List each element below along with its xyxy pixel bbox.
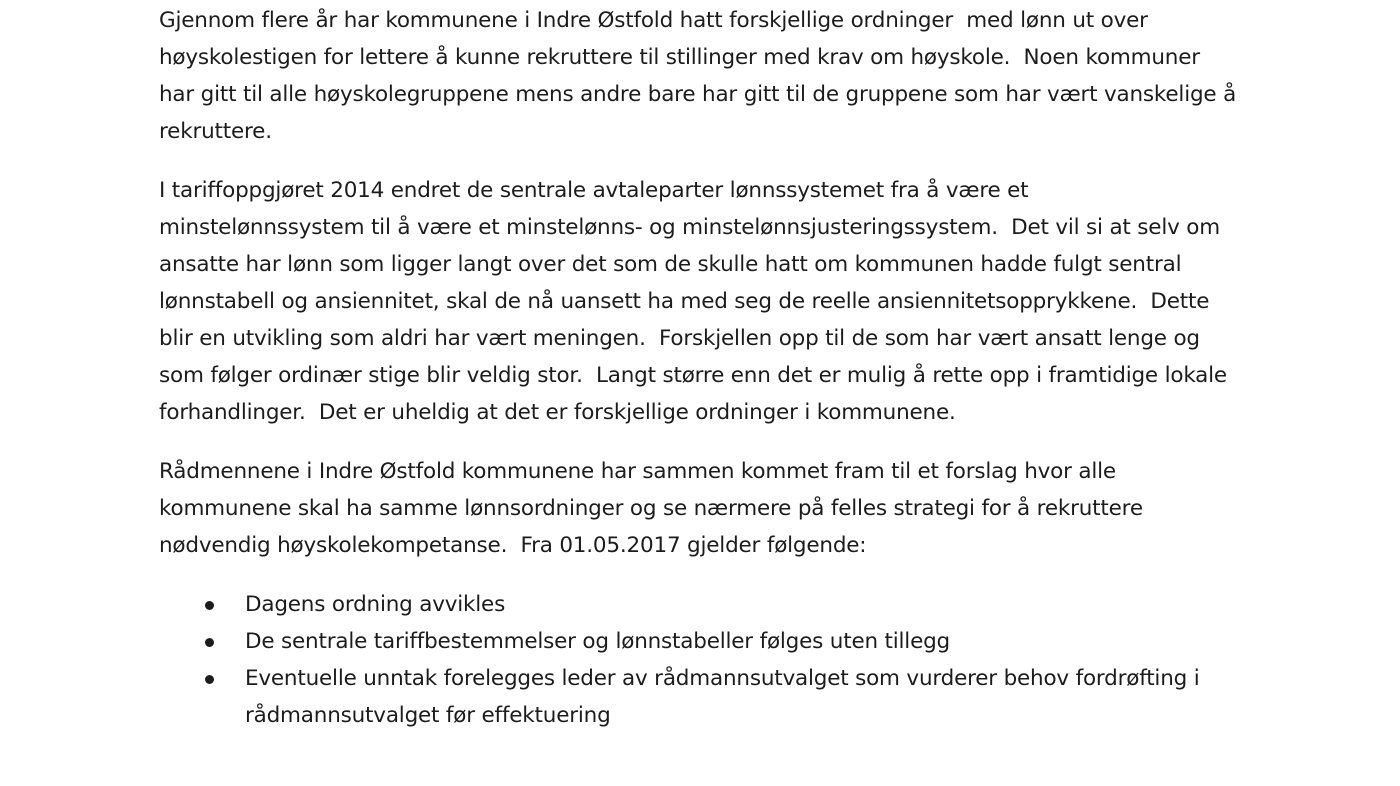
text-line: høyskolestigen for lettere å kunne rekruttere til stillinger med krav om høyskole. Noen kommuner [159,45,1200,70]
bullet-list [159,586,1249,734]
text-line: lønnstabell og ansiennitet, skal de nå uansett ha med seg de reelle ansiennitetsopprykkene. Dette [159,289,1210,314]
paragraph-radmenn-proposal [159,453,1249,564]
bullet-icon [205,638,214,647]
bullet-icon [205,601,214,610]
text-line: har gitt til alle høyskolegruppene mens andre bare har gitt til de gruppene som har vært vanskelige å [159,82,1237,107]
text-line: I tariffoppgjøret 2014 endret de sentrale avtaleparter lønnssystemet fra å være et [159,178,1029,203]
list-item-text: rådmannsutvalget før effektuering [245,703,611,728]
bullet-icon [205,675,214,684]
list-item [159,586,1249,623]
list-item-text: Eventuelle unntak forelegges leder av rådmannsutvalget som vurderer behov fordrøfting i [245,666,1200,691]
text-line: blir en utvikling som aldri har vært meningen. Forskjellen opp til de som har vært ansatt lenge og [159,326,1200,351]
text-line: ansatte har lønn som ligger langt over det som de skulle hatt om kommunen hadde fulgt sentral [159,252,1182,277]
text-line: kommunene skal ha samme lønnsordninger og se nærmere på felles strategi for å rekruttere [159,496,1143,521]
text-line: Rådmennene i Indre Østfold kommunene har sammen kommet fram til et forslag hvor alle [159,459,1116,484]
paragraph-intro [159,2,1249,150]
text-line: Gjennom flere år har kommunene i Indre Østfold hatt forskjellige ordninger med lønn ut over [159,8,1148,33]
paragraph-tariff-2014 [159,172,1249,431]
document-body [159,2,1249,734]
list-item-text: Dagens ordning avvikles [245,592,506,617]
list-item [159,660,1249,734]
text-line: forhandlinger. Det er uheldig at det er forskjellige ordninger i kommunene. [159,400,956,425]
text-line: nødvendig høyskolekompetanse. Fra 01.05.2017 gjelder følgende: [159,533,867,558]
text-line: rekruttere. [159,119,272,144]
list-item [159,623,1249,660]
list-item-text: De sentrale tariffbestemmelser og lønnstabeller følges uten tillegg [245,629,951,654]
text-line: minstelønnssystem til å være et minstelønns- og minstelønnsjusteringssystem. Det vil si at selv om [159,215,1220,240]
text-line: som følger ordinær stige blir veldig stor. Langt større enn det er mulig å rette opp i framtidige lokale [159,363,1227,388]
